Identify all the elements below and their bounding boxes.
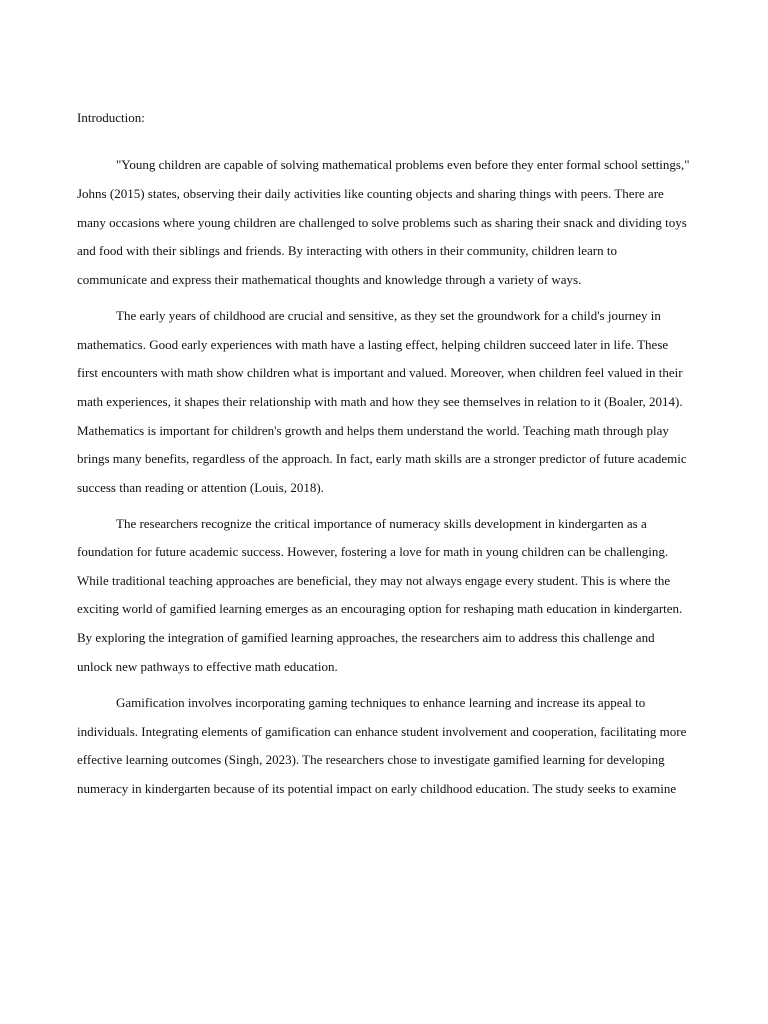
paragraph-line: brings many benefits, regardless of the approach. In fact, early math skills are a stronger predictor of future academic — [77, 451, 687, 466]
paragraph-line: The researchers recognize the critical importance of numeracy skills development in kindergarten as a — [116, 516, 647, 531]
paragraph-line: individuals. Integrating elements of gamification can enhance student involvement and cooperation, facilitating more — [77, 724, 687, 739]
section-heading: Introduction: — [77, 110, 145, 125]
paragraph-line: success than reading or attention (Louis, 2018). — [77, 480, 324, 495]
paragraph-line: math experiences, it shapes their relationship with math and how they see themselves in relation to it (Boaler, 2014). — [77, 394, 683, 409]
paragraph-line: Gamification involves incorporating gaming techniques to enhance learning and increase its appeal to — [116, 695, 646, 710]
paragraph-line: mathematics. Good early experiences with math have a lasting effect, helping children succeed later in life. These — [77, 337, 669, 352]
paragraph-line: unlock new pathways to effective math education. — [77, 659, 338, 674]
paragraph-line: first encounters with math show children what is important and valued. Moreover, when children feel valued in their — [77, 365, 683, 380]
paragraph-line: While traditional teaching approaches are beneficial, they may not always engage every student. This is where the — [77, 573, 671, 588]
paragraph-line: Johns (2015) states, observing their daily activities like counting objects and sharing things with peers. There are — [77, 186, 664, 201]
paragraph-line: effective learning outcomes (Singh, 2023). The researchers chose to investigate gamified learning for developing — [77, 752, 665, 767]
paragraph-line: "Young children are capable of solving mathematical problems even before they enter formal school settings," — [116, 157, 690, 172]
paragraph-line: communicate and express their mathematical thoughts and knowledge through a variety of ways. — [77, 272, 582, 287]
paragraph-line: many occasions where young children are challenged to solve problems such as sharing their snack and dividing toys — [77, 215, 687, 230]
paragraph-line: Mathematics is important for children's growth and helps them understand the world. Teaching math through play — [77, 423, 669, 438]
paragraph-line: By exploring the integration of gamified learning approaches, the researchers aim to address this challenge and — [77, 630, 655, 645]
paragraph-line: and food with their siblings and friends. By interacting with others in their community, children learn to — [77, 243, 617, 258]
paragraph-line: numeracy in kindergarten because of its potential impact on early childhood education. The study seeks to examine — [77, 781, 677, 796]
paragraph-line: exciting world of gamified learning emerges as an encouraging option for reshaping math education in kindergarten. — [77, 601, 683, 616]
paragraph-line: foundation for future academic success. However, fostering a love for math in young children can be challenging. — [77, 544, 669, 559]
paragraph-line: The early years of childhood are crucial and sensitive, as they set the groundwork for a child's journey in — [116, 308, 661, 323]
